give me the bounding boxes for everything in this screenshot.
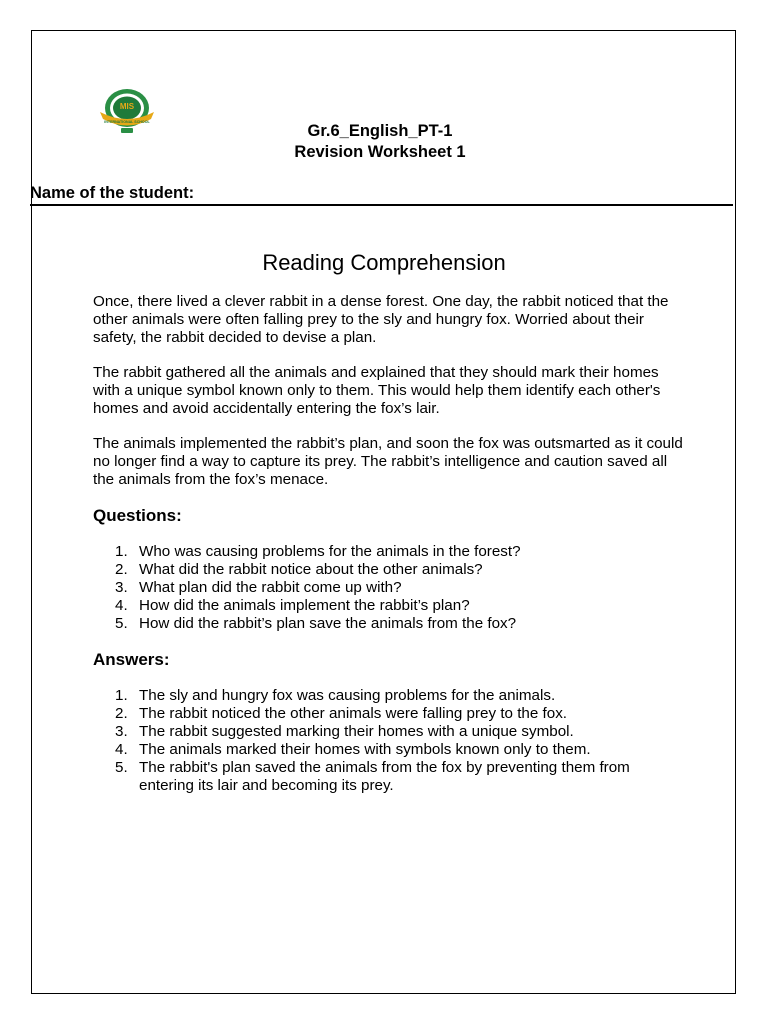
questions-heading: Questions: <box>93 506 182 525</box>
answers-list <box>93 687 683 795</box>
passage-paragraph-2: The rabbit gathered all the animals and explained that they should mark their homes with a unique symbol known only to them. This would help them identify each other's homes and avoid accidentally entering the fox’s lair. <box>93 364 661 417</box>
question-item: 5. How did the rabbit’s plan save the animals from the fox? <box>115 615 517 632</box>
title-line-1: Gr.6_English_PT-1 <box>307 122 453 140</box>
answer-item: 1. The sly and hungry fox was causing problems for the animals. <box>115 687 556 704</box>
svg-text:MIS: MIS <box>119 102 135 111</box>
school-logo <box>96 86 158 136</box>
passage-paragraph-1: Once, there lived a clever rabbit in a dense forest. One day, the rabbit noticed that the other animals were often falling prey to the sly and hungry fox. Worried about their safety, the rabbit decided to devise a plan. <box>93 293 669 346</box>
passage-paragraph-3: The animals implemented the rabbit’s plan, and soon the fox was outsmarted as it could no longer find a way to capture its prey. The rabbit’s intelligence and caution saved all the animals from the fox’s menace. <box>93 435 683 488</box>
answer-item: 4. The animals marked their homes with symbols known only to them. <box>115 741 591 758</box>
title-line-2: Revision Worksheet 1 <box>294 143 466 161</box>
svg-text:INTERNATIONAL SCHOOL: INTERNATIONAL SCHOOL <box>104 120 150 124</box>
question-item: 2. What did the rabbit notice about the other animals? <box>115 561 483 578</box>
student-name-label: Name of the student: <box>30 184 195 202</box>
worksheet-title <box>250 121 510 163</box>
student-name-line <box>30 204 733 206</box>
answers-heading: Answers: <box>93 650 170 669</box>
answer-item: 3. The rabbit suggested marking their homes with a unique symbol. <box>115 723 574 740</box>
worksheet-content <box>93 293 683 812</box>
answer-item: 2. The rabbit noticed the other animals were falling prey to the fox. <box>115 705 568 722</box>
question-item: 4. How did the animals implement the rabbit’s plan? <box>115 597 470 614</box>
question-item: 3. What plan did the rabbit come up with? <box>115 579 402 596</box>
questions-list <box>93 543 683 633</box>
section-title: Reading Comprehension <box>262 250 506 275</box>
answer-item: 5. The rabbit's plan saved the animals from the fox by preventing them from entering its lair and becoming its prey. <box>115 759 630 794</box>
question-item: 1. Who was causing problems for the animals in the forest? <box>115 543 521 560</box>
